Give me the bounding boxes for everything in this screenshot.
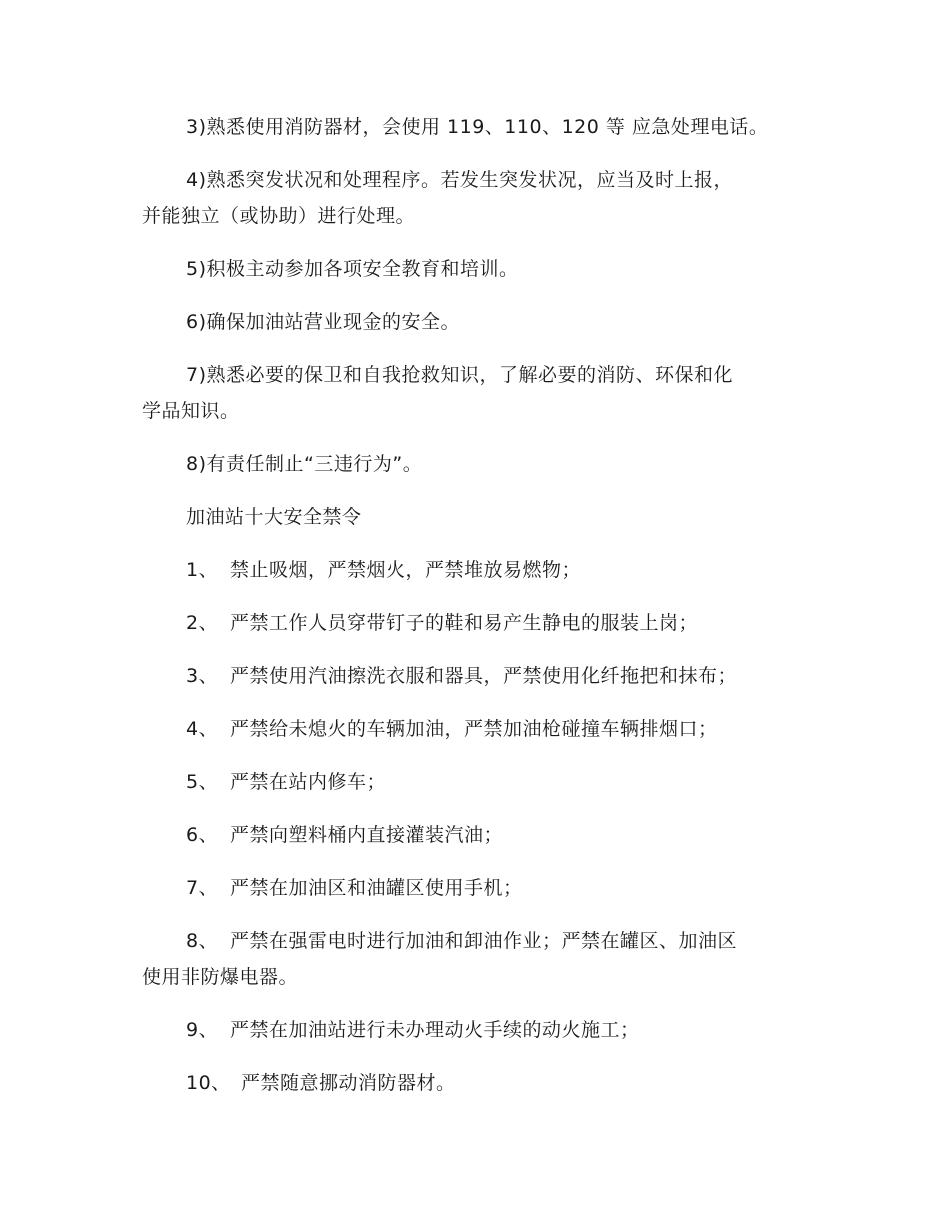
paragraph-item-7: 7)熟悉必要的保卫和自我抢救知识，了解必要的消防、环保和化	[186, 364, 734, 386]
prohibition-text: 严禁工作人员穿带钉子的鞋和易产生静电的服装上岗；	[230, 612, 699, 634]
prohibition-continuation: 使用非防爆电器。	[142, 966, 299, 988]
paragraph-item-4-continuation: 并能独立（或协助）进行处理。	[142, 205, 416, 227]
prohibition-number: 5、	[186, 771, 219, 793]
prohibition-number: 8、	[186, 930, 219, 952]
prohibition-number: 9、	[186, 1019, 219, 1041]
prohibition-text: 严禁随意挪动消防器材。	[241, 1072, 456, 1094]
prohibition-text: 禁止吸烟，严禁烟火，严禁堆放易燃物；	[230, 559, 582, 581]
paragraph-item-4: 4)熟悉突发状况和处理程序。若发生突发状况，应当及时上报，	[186, 169, 734, 191]
prohibition-item	[0, 611, 950, 635]
paragraph-item-5: 5)积极主动参加各项安全教育和培训。	[186, 258, 519, 280]
prohibition-item	[0, 717, 950, 741]
prohibition-text: 严禁向塑料桶内直接灌装汽油；	[230, 824, 504, 846]
prohibition-item	[0, 558, 950, 582]
prohibition-text: 严禁在加油站进行未办理动火手续的动火施工；	[230, 1019, 640, 1041]
prohibition-item	[0, 1071, 950, 1095]
prohibition-item	[0, 929, 950, 953]
prohibition-item	[0, 1018, 950, 1042]
paragraph-item-7-continuation: 学品知识。	[142, 400, 240, 422]
prohibition-text: 严禁给未熄火的车辆加油，严禁加油枪碰撞车辆排烟口；	[230, 718, 718, 740]
prohibition-number: 4、	[186, 718, 219, 740]
prohibition-number: 6、	[186, 824, 219, 846]
prohibition-item	[0, 876, 950, 900]
prohibition-text: 严禁在强雷电时进行加油和卸油作业；严禁在罐区、加油区	[230, 930, 738, 952]
prohibition-number: 1、	[186, 559, 219, 581]
prohibition-number: 7、	[186, 877, 219, 899]
prohibition-text: 严禁在站内修车；	[230, 771, 387, 793]
prohibition-text: 严禁使用汽油擦洗衣服和器具，严禁使用化纤拖把和抹布；	[230, 665, 738, 687]
section-heading: 加油站十大安全禁令	[186, 506, 362, 528]
paragraph-item-3: 3)熟悉使用消防器材，会使用 119、110、120 等 应急处理电话。	[186, 116, 769, 138]
paragraph-item-6: 6)确保加油站营业现金的安全。	[186, 311, 461, 333]
prohibition-item	[0, 664, 950, 688]
prohibition-item	[0, 770, 950, 794]
prohibition-number: 10、	[186, 1072, 231, 1094]
paragraph-item-8: 8)有责任制止“三违行为”。	[186, 453, 423, 475]
prohibition-number: 2、	[186, 612, 219, 634]
prohibition-number: 3、	[186, 665, 219, 687]
prohibition-text: 严禁在加油区和油罐区使用手机；	[230, 877, 523, 899]
prohibition-item	[0, 823, 950, 847]
